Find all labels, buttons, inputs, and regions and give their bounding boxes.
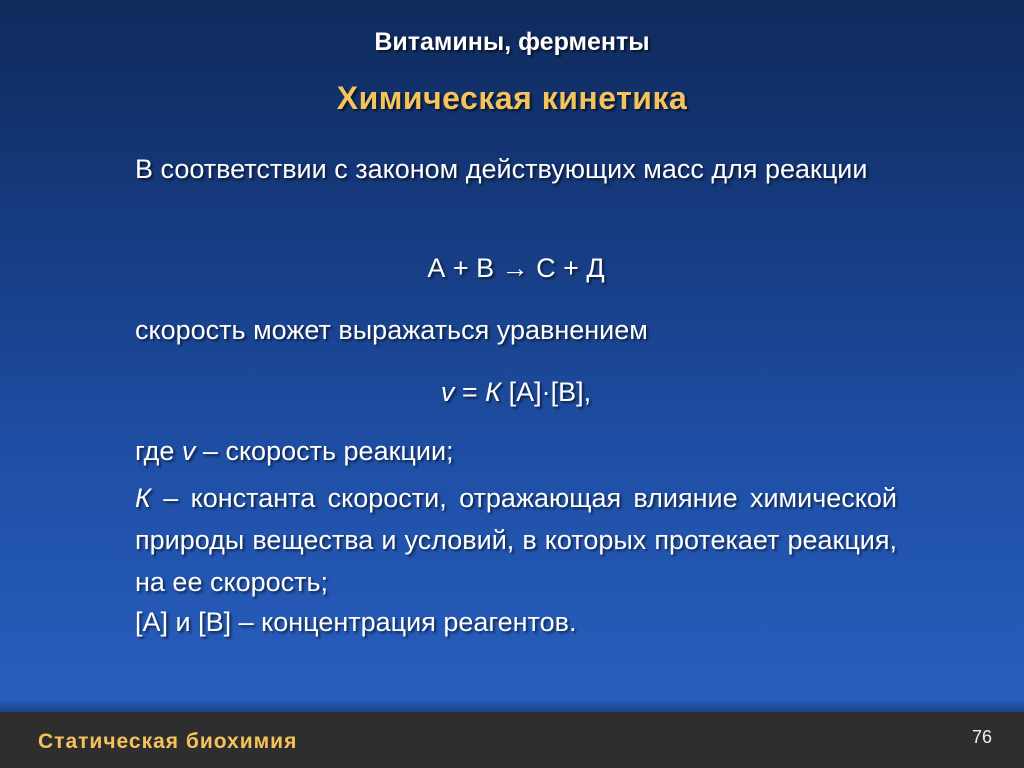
course-name: Статическая биохимия	[38, 730, 298, 753]
where-prefix: где	[135, 436, 182, 466]
page-number: 76	[971, 727, 992, 747]
reaction-equation: А + В → С + Д	[427, 253, 605, 283]
slide-topic: Витамины, ферменты	[374, 28, 650, 56]
rate-equation	[135, 371, 897, 413]
definition-constant	[135, 477, 897, 603]
definition-rate	[135, 430, 897, 472]
slide-title: Химическая кинетика	[336, 80, 688, 116]
rate-symbol: v	[440, 377, 455, 407]
definition-concentration: [А] и [В] – концентрация реагентов.	[135, 607, 577, 637]
constant-symbol-def: К	[135, 483, 151, 513]
constant-symbol: К	[485, 377, 502, 407]
rate-definition-text: – скорость реакции;	[195, 436, 454, 466]
paragraph-rate-expression: скорость может выражаться уравнением	[135, 315, 648, 345]
paragraph-law-of-mass-action: В соответствии с законом действующих масс для реакции	[135, 154, 868, 184]
constant-definition-text: – константа скорости, отражающая влияние химической природы вещества и условий, в которых протекает реакция, на ее скорость;	[135, 483, 897, 597]
concentration-product: [А]·[В],	[501, 377, 592, 407]
rate-symbol-def: v	[181, 436, 196, 466]
equals-sign: =	[454, 377, 486, 407]
